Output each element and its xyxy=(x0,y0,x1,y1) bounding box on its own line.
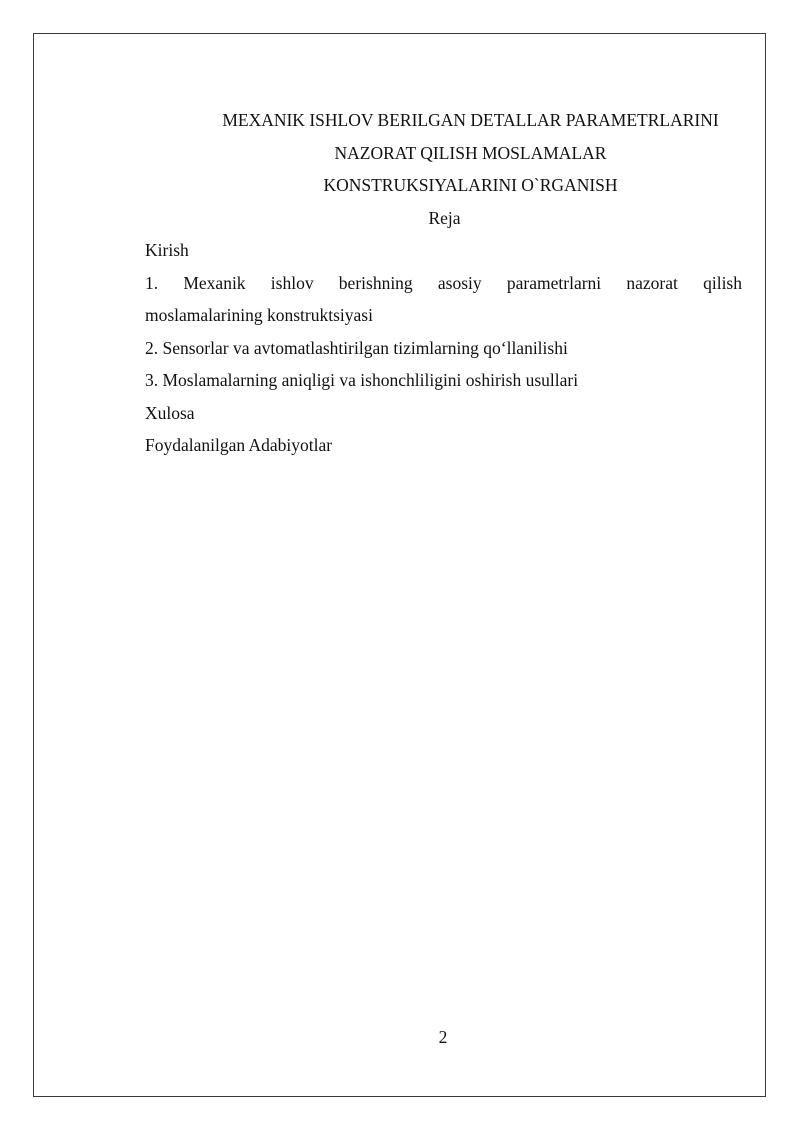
plan-item-1-line-2: moslamalarining konstruktsiyasi xyxy=(145,305,373,325)
page-number: 2 xyxy=(438,1027,448,1047)
title-line-2: NAZORAT QILISH MOSLAMALAR xyxy=(334,142,607,163)
plan-item-3: 3. Moslamalarning aniqligi va ishonchliligini oshirish usullari xyxy=(145,370,579,390)
plan-item-intro: Kirish xyxy=(145,240,189,260)
document-title xyxy=(172,104,769,202)
title-line-3: KONSTRUKSIYALARINI O`RGANISH xyxy=(323,175,618,195)
title-line-1: MEXANIK ISHLOV BERILGAN DETALLAR PARAMETRLARINI xyxy=(222,110,719,130)
plan-item-conclusion: Xulosa xyxy=(145,402,195,423)
plan-heading: Reja xyxy=(428,207,461,228)
plan-item-2: 2. Sensorlar va avtomatlashtirilgan tizimlarning qo‘llanilishi xyxy=(145,337,568,358)
plan-item-references: Foydalanilgan Adabiyotlar xyxy=(145,435,333,455)
plan-item-1-line-1: 1. Mexanik ishlov berishning asosiy parametrlarni nazorat qilish xyxy=(145,272,742,293)
document-body xyxy=(145,104,742,462)
